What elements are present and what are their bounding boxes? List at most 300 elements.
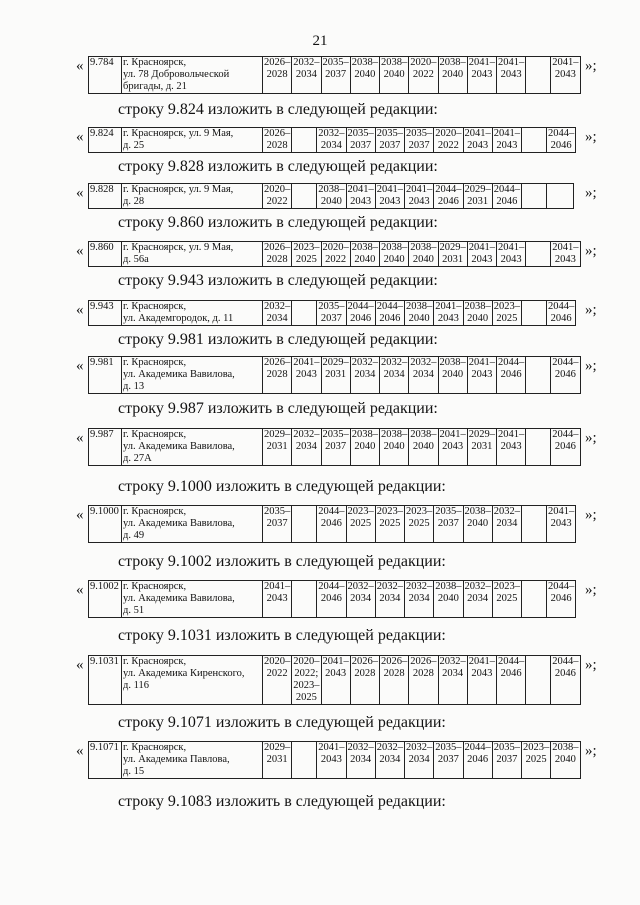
address-line: г. Красноярск, — [123, 506, 187, 517]
year-cell — [292, 184, 317, 209]
year-cell — [526, 357, 551, 394]
year-line: 2046 — [437, 196, 459, 207]
year-line: 2041– — [406, 184, 433, 195]
year-cell — [551, 357, 580, 394]
year-cell — [263, 581, 292, 618]
year-line: 2025 — [525, 754, 547, 765]
year-cell — [380, 357, 409, 394]
amendment-heading: строку 9.1000 изложить в следующей редакции: — [118, 478, 446, 495]
year-line: 2043 — [467, 140, 489, 151]
year-cell — [263, 357, 292, 394]
year-line: 2026– — [410, 656, 437, 667]
address-line: д. 51 — [123, 605, 145, 616]
row-number: 9.943 — [89, 301, 122, 326]
year-line: 2040 — [383, 69, 405, 80]
year-cell — [434, 506, 463, 543]
quote-open: « — [76, 358, 84, 374]
quote-open: « — [76, 243, 84, 259]
year-cell — [547, 506, 576, 543]
year-cell — [497, 357, 526, 394]
year-line: 2044– — [493, 184, 520, 195]
quote-close: »; — [585, 743, 597, 759]
table-row — [89, 357, 581, 394]
address-cell — [122, 429, 263, 466]
address-cell — [122, 242, 263, 267]
address-cell — [122, 656, 263, 705]
year-cell — [380, 429, 409, 466]
page-number: 21 — [312, 33, 328, 49]
row-number: 9.981 — [89, 357, 122, 394]
year-cell — [526, 242, 551, 267]
year-cell — [317, 581, 346, 618]
address-line: д. 25 — [123, 140, 145, 151]
year-cell — [492, 128, 521, 153]
year-cell — [409, 357, 438, 394]
year-line: 2026– — [264, 57, 291, 68]
year-line: 2022 — [437, 140, 459, 151]
year-cell — [497, 656, 526, 705]
year-line: 2023– — [493, 581, 520, 592]
year-line: 2035– — [435, 742, 462, 753]
year-line: 2038– — [439, 357, 466, 368]
year-cell — [263, 57, 292, 94]
year-cell — [467, 656, 496, 705]
address-line: г. Красноярск, — [123, 742, 187, 753]
row-number: 9.824 — [89, 128, 122, 153]
year-cell — [375, 128, 404, 153]
year-line: 2044– — [376, 301, 403, 312]
year-line: 2040 — [354, 441, 376, 452]
year-line: 2044– — [347, 301, 374, 312]
table-row — [89, 581, 576, 618]
year-line: 2044– — [498, 656, 525, 667]
year-cell — [263, 128, 292, 153]
year-line: 2032– — [493, 506, 520, 517]
year-cell — [292, 581, 317, 618]
year-cell — [263, 506, 292, 543]
year-line: 2034 — [379, 754, 401, 765]
year-line: 2044– — [435, 184, 462, 195]
year-cell — [522, 128, 547, 153]
year-cell — [434, 301, 463, 326]
year-line: 2032– — [376, 742, 403, 753]
year-line: 2020– — [293, 656, 320, 667]
year-line: 2028 — [266, 369, 288, 380]
year-line: 2046 — [320, 593, 342, 604]
address-cell — [122, 57, 263, 94]
year-cell — [551, 656, 580, 705]
year-line: 2026– — [351, 656, 378, 667]
year-line: 2020– — [264, 184, 291, 195]
year-line: 2043 — [266, 593, 288, 604]
address-line: г. Красноярск, — [123, 357, 187, 368]
year-line: 2040 — [412, 441, 434, 452]
year-line: 2040 — [467, 313, 489, 324]
year-cell — [463, 128, 492, 153]
year-line: 2040 — [383, 441, 405, 452]
year-cell — [346, 506, 375, 543]
year-line: 2035– — [322, 57, 349, 68]
year-cell — [492, 184, 521, 209]
year-cell — [434, 581, 463, 618]
year-cell — [434, 128, 463, 153]
year-line: 2028 — [266, 69, 288, 80]
year-cell — [292, 242, 321, 267]
year-line: 2037 — [408, 140, 430, 151]
year-line: 2025 — [295, 254, 317, 265]
year-line: 2046 — [554, 668, 576, 679]
year-line: 2044– — [552, 429, 579, 440]
table-row — [89, 656, 581, 705]
year-line: 2046 — [320, 518, 342, 529]
year-line: 2046 — [350, 313, 372, 324]
year-line: 2023– — [493, 301, 520, 312]
year-cell — [317, 128, 346, 153]
year-line: 2037 — [437, 518, 459, 529]
year-line: 2040 — [554, 754, 576, 765]
year-line: 2034 — [408, 754, 430, 765]
year-cell — [522, 742, 551, 779]
quote-close: »; — [585, 657, 597, 673]
year-cell — [551, 429, 580, 466]
year-line: 2038– — [381, 242, 408, 253]
year-cell — [467, 242, 496, 267]
year-line: 2026– — [264, 128, 291, 139]
address-line: ул. Академгородок, д. 11 — [123, 313, 234, 324]
address-line: д. 116 — [123, 680, 149, 691]
year-line: 2035– — [322, 429, 349, 440]
year-line: 2043 — [471, 69, 493, 80]
year-line: 2032– — [293, 429, 320, 440]
table-row — [89, 301, 576, 326]
year-line: 2031 — [442, 254, 464, 265]
amendment-table — [88, 428, 581, 466]
year-cell — [292, 357, 321, 394]
address-line: ул. Академика Вавилова, — [123, 441, 235, 452]
year-line: 2041– — [376, 184, 403, 195]
year-cell — [321, 357, 350, 394]
year-line: 2041– — [468, 57, 495, 68]
row-number: 9.987 — [89, 429, 122, 466]
year-line: 2028 — [266, 254, 288, 265]
year-line: 2023– — [376, 506, 403, 517]
year-cell — [346, 742, 375, 779]
amendment-heading: строку 9.828 изложить в следующей редакции: — [118, 158, 438, 175]
year-line: 2037 — [325, 69, 347, 80]
year-line: 2044– — [318, 506, 345, 517]
year-line: 2044– — [552, 656, 579, 667]
year-cell — [321, 429, 350, 466]
address-line: г. Красноярск, — [123, 581, 187, 592]
address-line: д. 27А — [123, 453, 152, 464]
year-cell — [263, 429, 292, 466]
year-line: 2041– — [439, 429, 466, 440]
year-line: 2038– — [464, 506, 491, 517]
year-line: 2043 — [500, 69, 522, 80]
year-cell — [321, 57, 350, 94]
year-line: 2032– — [376, 581, 403, 592]
address-line: ул. Академика Киренского, — [123, 668, 245, 679]
year-line: 2020– — [264, 656, 291, 667]
address-line: ул. Академика Павлова, — [123, 754, 230, 765]
year-cell — [292, 506, 317, 543]
year-cell — [321, 656, 350, 705]
year-line: 2037 — [350, 140, 372, 151]
amendment-table — [88, 300, 576, 326]
year-line: 2034 — [408, 593, 430, 604]
year-cell — [409, 429, 438, 466]
address-line: ул. Академика Вавилова, — [123, 593, 235, 604]
year-line: 2032– — [439, 656, 466, 667]
year-line: 2044– — [552, 357, 579, 368]
amendment-table — [88, 183, 574, 209]
year-line: 2037 — [496, 754, 518, 765]
year-line: 2025 — [379, 518, 401, 529]
year-cell — [438, 429, 467, 466]
address-line: д. 49 — [123, 530, 145, 541]
quote-close: »; — [585, 58, 597, 74]
address-cell — [122, 506, 263, 543]
year-line: 2043 — [408, 196, 430, 207]
year-line: 2044– — [318, 581, 345, 592]
year-line: 2043 — [471, 668, 493, 679]
year-line: 2029– — [264, 429, 291, 440]
year-cell — [380, 57, 409, 94]
row-number: 9.1000 — [89, 506, 122, 543]
year-line: 2044– — [464, 742, 491, 753]
year-cell — [526, 656, 551, 705]
table-row — [89, 184, 574, 209]
year-line: 2040 — [408, 313, 430, 324]
year-cell — [375, 506, 404, 543]
year-line: 2020– — [322, 242, 349, 253]
year-cell — [375, 301, 404, 326]
year-cell — [350, 357, 379, 394]
year-line: 2038– — [351, 57, 378, 68]
year-line: 2022; — [294, 668, 319, 679]
year-cell — [405, 506, 434, 543]
year-cell — [492, 301, 521, 326]
year-line: 2031 — [467, 196, 489, 207]
year-line: 2031 — [325, 369, 347, 380]
year-line: 2041– — [468, 656, 495, 667]
year-line: 2038– — [351, 429, 378, 440]
year-line: 2032– — [351, 357, 378, 368]
year-line: 2038– — [552, 742, 579, 753]
year-cell — [463, 184, 492, 209]
year-cell — [375, 184, 404, 209]
quote-open: « — [76, 507, 84, 523]
year-line: 2038– — [439, 57, 466, 68]
year-line: 2032– — [406, 742, 433, 753]
year-line: 2044– — [498, 357, 525, 368]
year-line: 2046 — [467, 754, 489, 765]
year-line: 2020– — [435, 128, 462, 139]
year-cell — [263, 301, 292, 326]
quote-open: « — [76, 58, 84, 74]
amendment-heading: строку 9.1071 изложить в следующей редакции: — [118, 714, 446, 731]
quote-close: »; — [585, 507, 597, 523]
year-cell — [434, 742, 463, 779]
year-line: 2043 — [471, 254, 493, 265]
year-line: 2040 — [320, 196, 342, 207]
year-cell — [292, 429, 321, 466]
amendment-heading: строку 9.860 изложить в следующей редакции: — [118, 214, 438, 231]
year-line: 2022 — [266, 196, 288, 207]
amendment-heading: строку 9.987 изложить в следующей редакции: — [118, 400, 438, 417]
address-cell — [122, 301, 263, 326]
amendment-heading: строку 9.943 изложить в следующей редакции: — [118, 272, 438, 289]
year-line: 2041– — [464, 128, 491, 139]
year-line: 2025 — [496, 313, 518, 324]
year-line: 2032– — [347, 742, 374, 753]
year-cell — [526, 429, 551, 466]
year-cell — [292, 301, 317, 326]
year-cell — [292, 656, 321, 705]
year-cell — [263, 242, 292, 267]
amendment-table — [88, 241, 581, 267]
year-cell — [438, 242, 467, 267]
year-line: 2034 — [350, 593, 372, 604]
address-line: ул. Академика Вавилова, — [123, 518, 235, 529]
year-line: 2035– — [493, 742, 520, 753]
quote-open: « — [76, 743, 84, 759]
year-cell — [350, 57, 379, 94]
year-cell — [405, 184, 434, 209]
year-line: 2041– — [347, 184, 374, 195]
year-line: 2032– — [410, 357, 437, 368]
year-line: 2043 — [550, 518, 572, 529]
year-cell — [292, 742, 317, 779]
year-cell — [497, 57, 526, 94]
year-line: 2032– — [381, 357, 408, 368]
year-line: 2043 — [554, 254, 576, 265]
year-line: 2046 — [550, 313, 572, 324]
year-cell — [522, 581, 547, 618]
year-line: 2034 — [295, 69, 317, 80]
year-cell — [350, 656, 379, 705]
year-line: 2043 — [437, 313, 459, 324]
year-cell — [438, 656, 467, 705]
year-cell — [492, 581, 521, 618]
year-cell — [463, 506, 492, 543]
year-line: 2041– — [435, 301, 462, 312]
address-line: ул. 78 Добровольческой — [123, 69, 230, 80]
year-cell — [346, 301, 375, 326]
year-line: 2040 — [412, 254, 434, 265]
year-line: 2034 — [295, 441, 317, 452]
year-line: 2038– — [464, 301, 491, 312]
year-cell — [317, 742, 346, 779]
address-line: г. Красноярск, ул. 9 Мая, — [123, 242, 234, 253]
year-line: 2043 — [379, 196, 401, 207]
address-line: д. 13 — [123, 381, 145, 392]
table-row — [89, 128, 576, 153]
row-number: 9.1071 — [89, 742, 122, 779]
year-line: 2043 — [320, 754, 342, 765]
year-line: 2034 — [320, 140, 342, 151]
year-cell — [492, 742, 521, 779]
year-line: 2038– — [318, 184, 345, 195]
year-line: 2035– — [406, 128, 433, 139]
year-line: 2044– — [548, 301, 575, 312]
year-line: 2046 — [554, 369, 576, 380]
year-line: 2035– — [318, 301, 345, 312]
year-line: 2041– — [548, 506, 575, 517]
year-line: 2041– — [552, 242, 579, 253]
address-line: г. Красноярск, ул. 9 Мая, — [123, 128, 234, 139]
year-cell — [497, 429, 526, 466]
year-cell — [405, 581, 434, 618]
amendment-table — [88, 356, 581, 394]
row-number: 9.828 — [89, 184, 122, 209]
year-line: 2031 — [266, 754, 288, 765]
year-line: 2022 — [266, 668, 288, 679]
year-cell — [346, 581, 375, 618]
year-cell — [547, 581, 576, 618]
year-line: 2034 — [467, 593, 489, 604]
year-cell — [522, 506, 547, 543]
year-line: 2023– — [523, 742, 550, 753]
year-cell — [526, 57, 551, 94]
year-cell — [409, 242, 438, 267]
year-line: 2037 — [325, 441, 347, 452]
amendment-table — [88, 505, 576, 543]
year-cell — [551, 742, 580, 779]
year-cell — [409, 57, 438, 94]
year-line: 2032– — [406, 581, 433, 592]
year-line: 2043 — [500, 254, 522, 265]
year-line: 2032– — [264, 301, 291, 312]
year-cell — [317, 184, 346, 209]
year-line: 2040 — [467, 518, 489, 529]
year-cell — [405, 128, 434, 153]
year-cell — [463, 742, 492, 779]
year-line: 2034 — [266, 313, 288, 324]
year-cell — [522, 184, 547, 209]
year-line: 2043 — [295, 369, 317, 380]
year-cell — [375, 742, 404, 779]
year-line: 2035– — [264, 506, 291, 517]
year-line: 2041– — [552, 57, 579, 68]
quote-open: « — [76, 129, 84, 145]
year-line: 2038– — [406, 301, 433, 312]
year-line: 2035– — [347, 128, 374, 139]
year-line: 2041– — [293, 357, 320, 368]
year-line: 2046 — [500, 369, 522, 380]
row-number: 9.1002 — [89, 581, 122, 618]
year-line: 2023– — [406, 506, 433, 517]
quote-close: »; — [585, 185, 597, 201]
row-number: 9.1031 — [89, 656, 122, 705]
year-cell — [350, 429, 379, 466]
address-line: г. Красноярск, — [123, 57, 187, 68]
amendment-table — [88, 655, 581, 705]
year-line: 2037 — [437, 754, 459, 765]
year-line: 2031 — [471, 441, 493, 452]
year-line: 2029– — [439, 242, 466, 253]
address-cell — [122, 357, 263, 394]
year-line: 2044– — [548, 581, 575, 592]
year-cell — [292, 128, 317, 153]
address-line: д. 15 — [123, 766, 145, 777]
year-cell — [321, 242, 350, 267]
year-line: 2043 — [500, 441, 522, 452]
amendment-heading: строку 9.1031 изложить в следующей редакции: — [118, 627, 446, 644]
year-line: 2034 — [412, 369, 434, 380]
year-cell — [346, 128, 375, 153]
year-line: 2034 — [496, 518, 518, 529]
